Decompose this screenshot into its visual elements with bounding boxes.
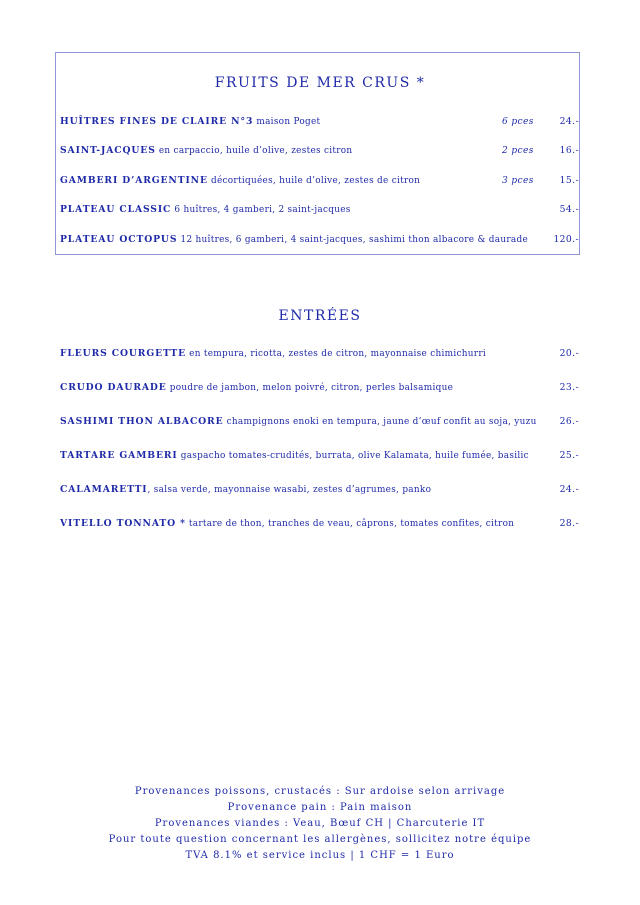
menu-item bbox=[60, 232, 579, 248]
item-price: 24.- bbox=[559, 116, 579, 127]
item-quantity: 2 pces bbox=[502, 146, 534, 156]
footer-notes bbox=[0, 784, 640, 864]
item-name: PLATEAU OCTOPUS bbox=[60, 234, 178, 245]
item-description: poudre de jambon, melon poivré, citron, perles balsamique bbox=[166, 383, 454, 393]
menu-item bbox=[60, 143, 579, 159]
menu-item bbox=[60, 414, 579, 430]
item-name: VITELLO TONNATO * bbox=[60, 518, 186, 529]
item-name: PLATEAU CLASSIC bbox=[60, 204, 172, 215]
item-price: 26.- bbox=[559, 416, 579, 427]
item-description: gaspacho tomates-crudités, burrata, olive Kalamata, huile fumée, basilic bbox=[177, 451, 529, 461]
menu-item bbox=[60, 516, 579, 532]
item-name: GAMBERI D’ARGENTINE bbox=[60, 175, 208, 186]
menu-item bbox=[60, 173, 579, 189]
item-name: FLEURS COURGETTE bbox=[60, 348, 187, 359]
item-price: 16.- bbox=[559, 145, 579, 156]
item-description: en carpaccio, huile d’olive, zestes citron bbox=[155, 146, 353, 156]
item-description: , salsa verde, mayonnaise wasabi, zestes d’agrumes, panko bbox=[147, 485, 432, 495]
menu-item bbox=[60, 346, 579, 362]
item-price: 23.- bbox=[559, 382, 579, 393]
item-description: décortiquées, huile d’olive, zestes de citron bbox=[207, 176, 421, 186]
item-description: 6 huîtres, 4 gamberi, 2 saint-jacques bbox=[171, 205, 351, 215]
item-quantity: 3 pces bbox=[502, 176, 534, 186]
item-name: CALAMARETTI bbox=[60, 484, 148, 495]
item-name: TARTARE GAMBERI bbox=[60, 450, 178, 461]
item-description: 12 huîtres, 6 gamberi, 4 saint-jacques, sashimi thon albacore & daurade bbox=[177, 235, 529, 245]
item-description: maison Poget bbox=[253, 117, 321, 127]
item-quantity: 6 pces bbox=[502, 117, 534, 127]
footer-line: Provenances poissons, crustacés : Sur ardoise selon arrivage bbox=[134, 786, 506, 797]
item-price: 24.- bbox=[559, 484, 579, 495]
item-name: SAINT-JACQUES bbox=[60, 145, 156, 156]
item-price: 15.- bbox=[559, 175, 579, 186]
footer-line: Provenances viandes : Veau, Bœuf CH | Charcuterie IT bbox=[154, 818, 486, 829]
starters-title: ENTRÉES bbox=[278, 308, 362, 324]
menu-item bbox=[60, 114, 579, 130]
item-name: CRUDO DAURADE bbox=[60, 382, 167, 393]
item-price: 120.- bbox=[553, 234, 579, 245]
item-description: en tempura, ricotta, zestes de citron, mayonnaise chimichurri bbox=[186, 349, 487, 359]
footer-line: Provenance pain : Pain maison bbox=[227, 802, 413, 813]
item-price: 28.- bbox=[559, 518, 579, 529]
item-name: HUÎTRES FINES DE CLAIRE N°3 bbox=[60, 116, 254, 127]
item-price: 25.- bbox=[559, 450, 579, 461]
footer-line: Pour toute question concernant les allergènes, sollicitez notre équipe bbox=[108, 834, 532, 845]
item-name: SASHIMI THON ALBACORE bbox=[60, 416, 224, 427]
menu-item bbox=[60, 448, 579, 464]
menu-item bbox=[60, 482, 579, 498]
item-description: champignons enoki en tempura, jaune d’œuf confit au soja, yuzu bbox=[223, 417, 537, 427]
raw-bar-title: FRUITS DE MER CRUS * bbox=[214, 75, 426, 91]
item-description: tartare de thon, tranches de veau, câprons, tomates confites, citron bbox=[185, 519, 515, 529]
footer-line: TVA 8.1% et service inclus | 1 CHF = 1 Euro bbox=[185, 850, 455, 861]
menu-item bbox=[60, 380, 579, 396]
menu-item bbox=[60, 202, 579, 218]
item-price: 54.- bbox=[559, 204, 579, 215]
item-price: 20.- bbox=[559, 348, 579, 359]
